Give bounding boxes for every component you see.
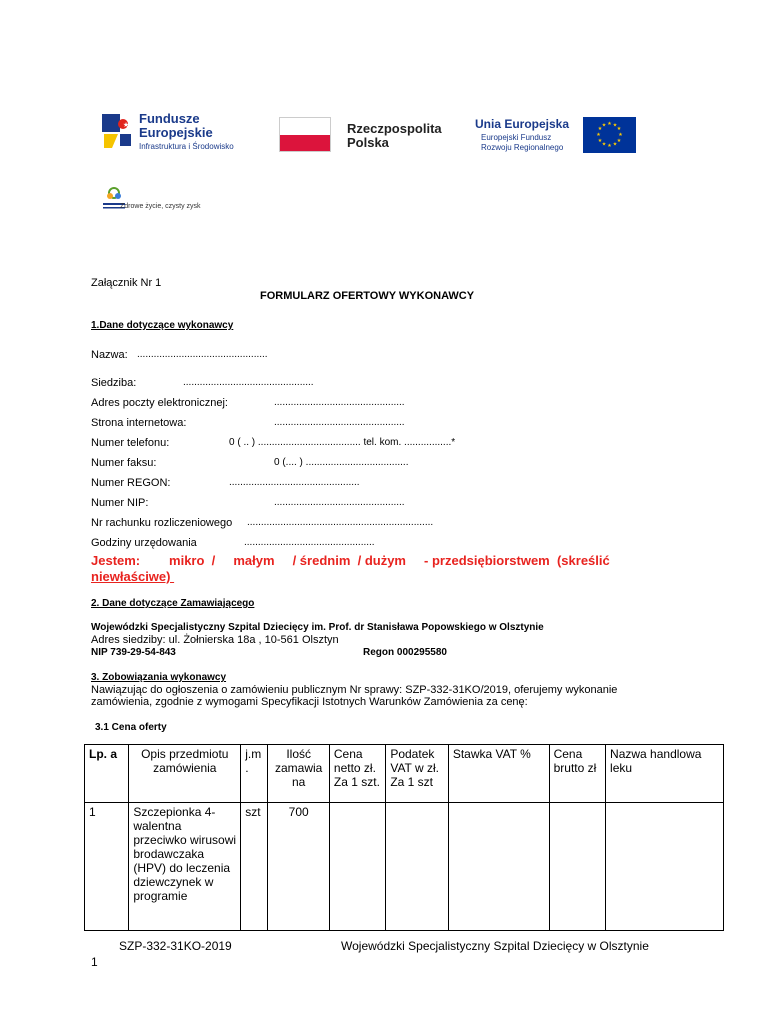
svg-text:★: ★ [607,143,612,149]
client-name: Wojewódzki Specjalistyczny Szpital Dziecięcy im. Prof. dr Stanisława Popowskiego w Olsztynie [91,622,544,633]
header-vat-rate: Stawka VAT % [448,745,549,803]
account-field[interactable]: ................................................................... [247,517,434,528]
section-3-title: 3. Zobowiązania wykonawcy [91,672,227,683]
eu-flag-icon [583,117,636,153]
svg-text:★: ★ [616,138,622,144]
footer-case-number: SZP-332-31KO-2019 [119,939,232,953]
svg-text:★: ★ [607,121,612,127]
section-2-title: 2. Dane dotyczące Zamawiającego [91,598,255,609]
healthy-life-tagline: Zdrowe życie, czysty zysk [120,203,201,210]
svg-text:★: ★ [601,141,607,148]
cell-quantity: 700 [268,803,329,931]
cell-gross-price[interactable] [549,803,605,931]
cell-description: Szczepionka 4-walentna przeciwko wirusowi brodawczaka (HPV) do leczenia dziewczynek w programie [129,803,241,931]
header-lp: Lp. a [85,745,129,803]
web-field[interactable]: ............................................... [274,417,405,428]
section-1-title: 1.Dane dotyczące wykonawcy [91,320,234,331]
nip-label: Numer NIP: [91,497,149,509]
header-trade-name: Nazwa handlowa leku [606,745,724,803]
obligations-text-1: Nawiązując do ogłoszenia o zamówieniu publicznym Nr sprawy: SZP-332-31KO/2019, oferujemy wykonanie [91,684,618,696]
fundusze-europejskie-logo-icon [100,110,133,150]
svg-text:★: ★ [612,122,618,129]
cell-lp: 1 [85,803,129,931]
account-label: Nr rachunku rozliczeniowego [91,517,233,529]
fe-logo-text: Fundusze Europejskie [139,111,213,140]
svg-text:★: ★ [596,132,601,138]
table-row [85,803,724,931]
name-label: Nazwa: [91,349,128,361]
web-label: Strona internetowa: [91,417,187,429]
client-address: Adres siedziby: ul. Żołnierska 18a , 10-561 Olsztyn [91,634,339,646]
phone-label: Numer telefonu: [91,437,170,449]
client-regon: Regon 000295580 [363,647,447,658]
cell-net-price[interactable] [329,803,385,931]
name-field[interactable]: ............................................... [137,349,268,360]
email-field[interactable]: ............................................... [274,397,405,408]
table-header-row [85,745,724,803]
header-vat: Podatek VAT w zł. Za 1 szt [386,745,448,803]
svg-text:★: ★ [597,138,603,144]
obligations-text-2: zamówienia, zgodnie z wymogami Specyfikacji Istotnych Warunków Zamówienia za cenę: [91,696,528,708]
cell-vat-rate[interactable] [448,803,549,931]
svg-text:★: ★ [616,126,622,132]
cell-unit: szt [241,803,268,931]
cell-vat[interactable] [386,803,448,931]
fax-field[interactable]: 0 (.... ) ..................................... [274,457,409,468]
seat-field[interactable]: ............................................... [183,377,314,388]
email-label: Adres poczty elektronicznej: [91,397,228,409]
regon-label: Numer REGON: [91,477,171,489]
page-number: 1 [91,955,98,969]
regon-field[interactable]: ............................................... [229,477,360,488]
nip-field[interactable]: ............................................... [274,497,405,508]
fax-label: Numer faksu: [91,457,157,469]
phone-field[interactable]: 0 ( .. ) ..................................... tel. kom. .................* [229,437,456,448]
cell-trade-name[interactable] [606,803,724,931]
svg-text:★: ★ [601,122,607,129]
svg-text:★: ★ [618,132,623,138]
form-title: FORMULARZ OFERTOWY WYKONAWCY [260,290,475,302]
header-unit: j.m . [241,745,268,803]
polish-flag-icon [279,117,331,152]
svg-text:★: ★ [597,126,603,132]
price-section-title: 3.1 Cena oferty [95,722,167,733]
svg-text:★: ★ [612,141,618,148]
offer-table [84,744,724,931]
header-gross-price: Cena brutto zł [549,745,605,803]
header-quantity: Ilość zamawia na [268,745,329,803]
header-description: Opis przedmiotu zamówienia [129,745,241,803]
hours-field[interactable]: ............................................... [244,537,375,548]
fe-logo-subtext: Infrastruktura i Środowisko [139,142,234,151]
svg-text:★: ★ [122,122,130,129]
eu-logo-title: Unia Europejska [475,117,570,131]
eu-logo-subtext: Europejski Fundusz Rozwoju Regionalnego [481,133,564,152]
hours-label: Godziny urzędowania [91,537,197,549]
pl-logo-text: Rzeczpospolita Polska [347,121,442,150]
attachment-label: Załącznik Nr 1 [91,277,162,289]
seat-label: Siedziba: [91,377,137,389]
footer-hospital-name: Wojewódzki Specjalistyczny Szpital Dziecięcy w Olsztynie [341,939,649,953]
client-nip: NIP 739-29-54-843 [91,647,176,658]
header-net-price: Cena netto zł. Za 1 szt. [329,745,385,803]
enterprise-size-line: Jestem: mikro / małym / średnim / dużym - przedsiębiorstwem (skreślić [91,553,610,568]
enterprise-size-line-2: niewłaściwe) [91,569,175,584]
